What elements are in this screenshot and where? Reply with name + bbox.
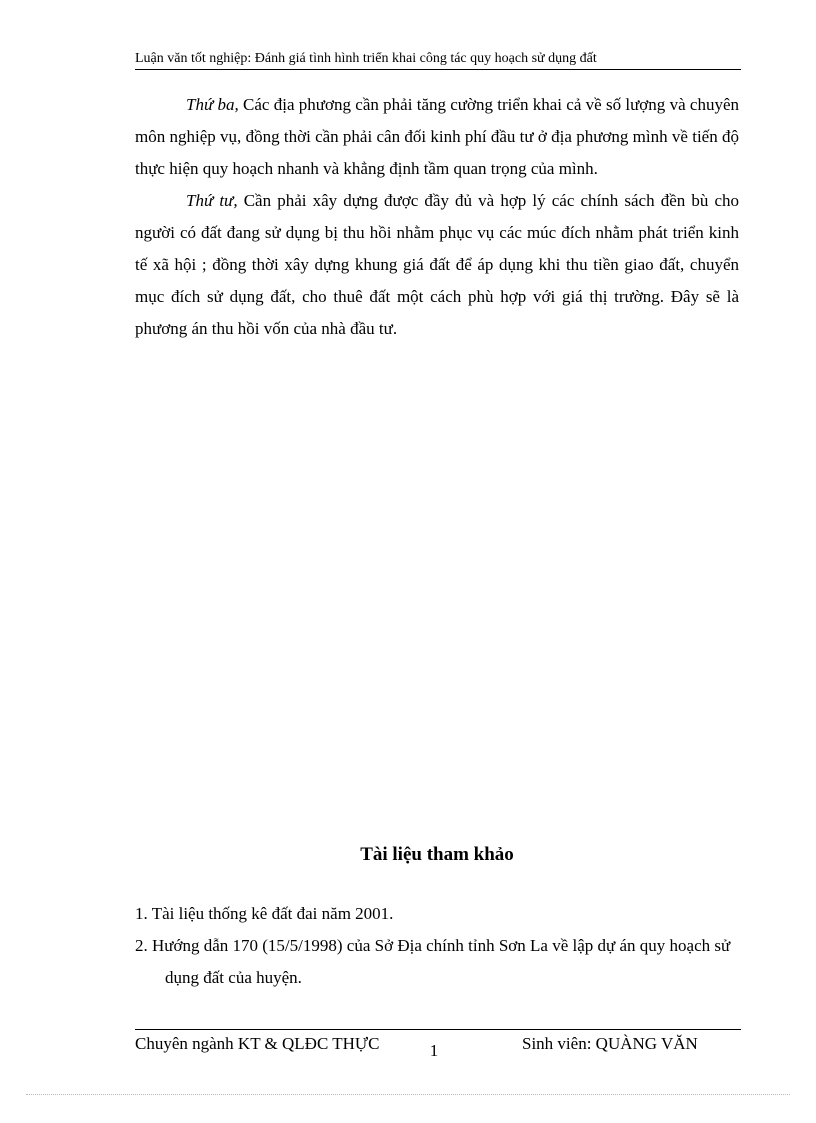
page-number: 1 xyxy=(429,1041,439,1060)
references-list xyxy=(135,898,741,994)
paragraph-lead: Thứ ba, xyxy=(186,95,239,114)
paragraph-text: Các địa phương cần phải tăng cường triển khai cả về số lượng và chuyên môn nghiệp vụ, đồng thời cần phải cân đối kinh phí đầu tư ở địa phương mình về tiến độ thực hiện quy hoạch nhanh và khẳng định tầm quan trọng của mình. xyxy=(135,95,739,178)
footer-rule xyxy=(135,1029,741,1030)
paragraph-thu-tu xyxy=(135,185,739,345)
references-title: Tài liệu tham khảo xyxy=(360,844,514,865)
footer-major: Chuyên ngành KT & QLĐC THỰC xyxy=(135,1034,380,1053)
reference-item: 1. Tài liệu thống kê đất đai năm 2001. xyxy=(135,904,394,923)
page-edge-divider xyxy=(26,1094,790,1095)
reference-item: 2. Hướng dẫn 170 (15/5/1998) của Sở Địa chính tỉnh Sơn La về lập dự án quy hoạch sử dụng đất của huyện. xyxy=(135,936,731,987)
footer-student: Sinh viên: QUÀNG VĂN xyxy=(522,1034,698,1053)
paragraph-thu-ba xyxy=(135,89,739,185)
paragraph-lead: Thứ tư, xyxy=(186,191,238,210)
paragraph-text: Cần phải xây dựng được đầy đủ và hợp lý các chính sách đền bù cho người có đất đang sử dụng bị thu hồi nhằm phục vụ các múc đích nhằm phát triển kinh tế xã hội ; đồng thời xây dựng khung giá đất để áp dụng khi thu tiền giao đất, chuyển mục đích sử dụng đất, cho thuê đất một cách phù hợp với giá thị trường. Đây sẽ là phương án thu hồi vốn của nhà đầu tư. xyxy=(135,191,739,338)
body-text xyxy=(135,89,739,345)
running-header: Luận văn tốt nghiệp: Đánh giá tình hình triển khai công tác quy hoạch sử dụng đất xyxy=(135,50,741,70)
